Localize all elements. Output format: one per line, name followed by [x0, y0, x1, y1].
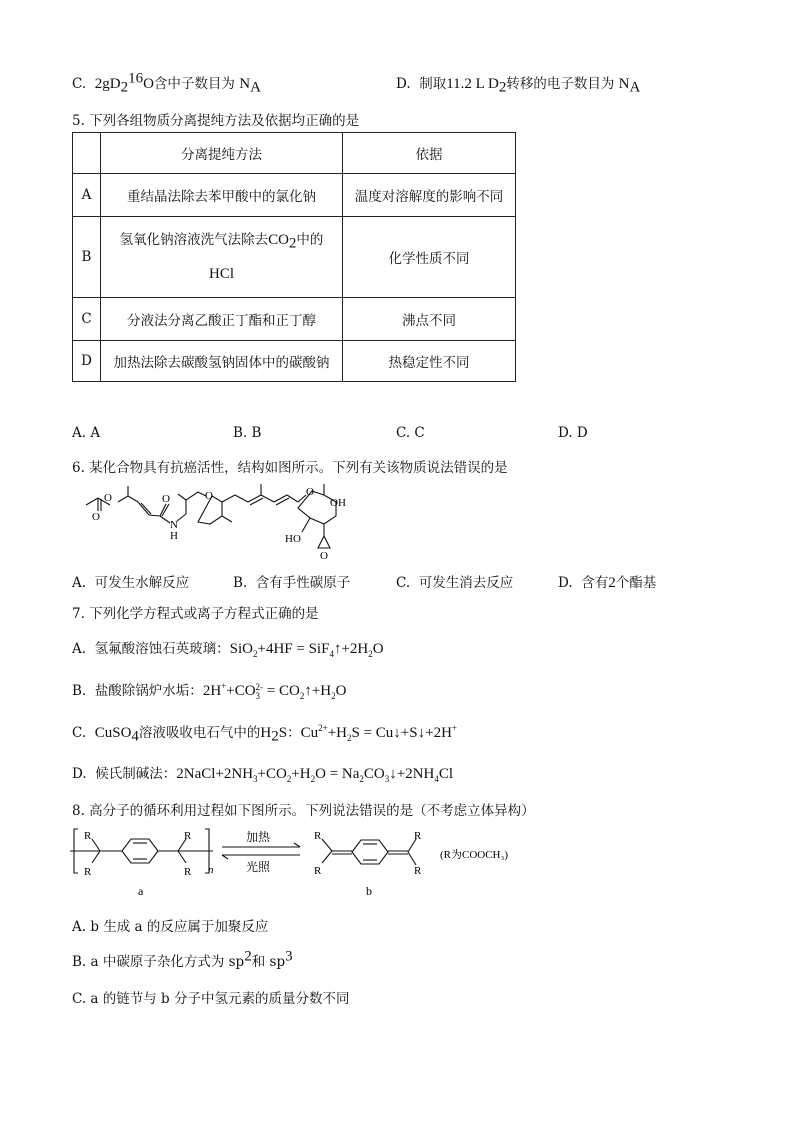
row-method: 分液法分离乙酸正丁酯和正丁醇	[101, 298, 343, 341]
table-header-cell: 分离提纯方法	[101, 133, 343, 174]
q4-option-d: D. 制取11.2 L $D_2$转移的电子数目为 $N_A$	[396, 76, 641, 96]
q4-option-c: C. $2gD_2^{16}O$含中子数目为 $N_A$	[72, 70, 261, 96]
q8-option-c: C. a 的链节与 b 分子中氢元素的质量分数不同	[72, 991, 350, 1007]
atom-o-label: O	[162, 493, 170, 505]
table-row	[73, 341, 516, 382]
q7-option-d: D. 候氏制碱法：$2NaCl+2NH_3+CO_2+H_2O$ = $Na_2CO_3↓+2NH_4Cl$	[72, 766, 454, 784]
row-label: D	[73, 341, 101, 382]
q7-option-a: A. 氢氟酸溶蚀石英玻璃：$SiO_2+4HF = SiF_4↑+2H_2O$	[72, 641, 384, 659]
q7-title: 7. 下列化学方程式或离子方程式正确的是	[72, 606, 319, 622]
compound-structure-diagram	[80, 478, 380, 563]
atom-h-label: H	[170, 530, 178, 542]
table-header-cell: 依据	[343, 133, 516, 174]
q6-option-a: A. 可发生水解反应	[72, 575, 190, 591]
table-header-row	[73, 133, 516, 174]
q6-option-b: B. 含有手性碳原子	[233, 575, 351, 591]
q7-option-c: C. CuSO$_4$溶液吸收电石气中的$H_2S$：$Cu^{2+}+H_2S$ = Cu↓+S↓+2H+	[72, 723, 457, 745]
row-method: 加热法除去碳酸氢钠固体中的碳酸钠	[101, 341, 343, 382]
substituent-r-label: R	[314, 830, 322, 842]
q5-option-d: D. D	[558, 425, 588, 441]
polymer-recycling-scheme	[70, 825, 540, 900]
row-basis: 温度对溶解度的影响不同	[343, 174, 516, 217]
atom-o-label: O	[104, 492, 112, 504]
substituent-r-label: R	[314, 865, 322, 877]
q7-option-b: B. 盐酸除锅炉水垢：2H++CO2- $3 = CO_2↑+H_2O$	[72, 681, 347, 701]
table-header-cell	[73, 133, 101, 174]
row-method: 重结晶法除去苯甲酸中的氯化钠	[101, 174, 343, 217]
r-definition-note: (R为COOCH₃)	[440, 849, 509, 861]
substituent-r-label: R	[184, 830, 192, 842]
heat-condition-label: 加热	[246, 830, 271, 844]
compound-b-label: b	[366, 884, 372, 898]
row-label: C	[73, 298, 101, 341]
q8-option-b: B. a 中碳原子杂化方式为 $sp^2$和 $sp^3$	[72, 948, 293, 970]
atom-n-label: N	[170, 519, 178, 531]
row-method: 氢氧化钠溶液洗气法除去$CO_2$中的 HCl	[101, 217, 343, 298]
q6-title: 6. 某化合物具有抗癌活性，结构如图所示。下列有关该物质说法错误的是	[72, 460, 508, 476]
substituent-r-label: R	[414, 830, 422, 842]
hydroxyl-label: HO	[285, 533, 301, 545]
q6-option-d: D. 含有2个酯基	[558, 575, 657, 591]
table-row	[73, 174, 516, 217]
q5-option-a: A. A	[72, 425, 101, 441]
substituent-r-label: R	[84, 830, 92, 842]
substituent-r-label: R	[84, 866, 92, 878]
q5-option-c: C. C	[396, 425, 425, 441]
row-basis: 热稳定性不同	[343, 341, 516, 382]
row-label: B	[73, 217, 101, 298]
atom-o-label: O	[205, 490, 213, 502]
row-label: A	[73, 174, 101, 217]
q8-option-a: A. b 生成 a 的反应属于加聚反应	[72, 919, 269, 935]
atom-o-label: O	[320, 550, 328, 562]
compound-a-label: a	[138, 884, 144, 898]
q5-title: 5. 下列各组物质分离提纯方法及依据均正确的是	[72, 113, 360, 129]
repeat-unit-n-label: n	[208, 864, 214, 876]
substituent-r-label: R	[184, 866, 192, 878]
table-row	[73, 217, 516, 298]
q8-title: 8. 高分子的循环利用过程如下图所示。下列说法错误的是（不考虑立体异构）	[72, 803, 535, 819]
substituent-r-label: R	[414, 865, 422, 877]
atom-o-label: O	[92, 511, 100, 523]
light-condition-label: 光照	[246, 860, 271, 874]
row-basis: 沸点不同	[343, 298, 516, 341]
hydroxyl-label: OH	[330, 497, 346, 509]
q5-option-b: B. B	[233, 425, 262, 441]
table-row	[73, 298, 516, 341]
separation-table	[72, 132, 516, 382]
atom-o-label: O	[306, 486, 314, 498]
q6-option-c: C. 可发生消去反应	[396, 575, 514, 591]
row-basis: 化学性质不同	[343, 217, 516, 298]
